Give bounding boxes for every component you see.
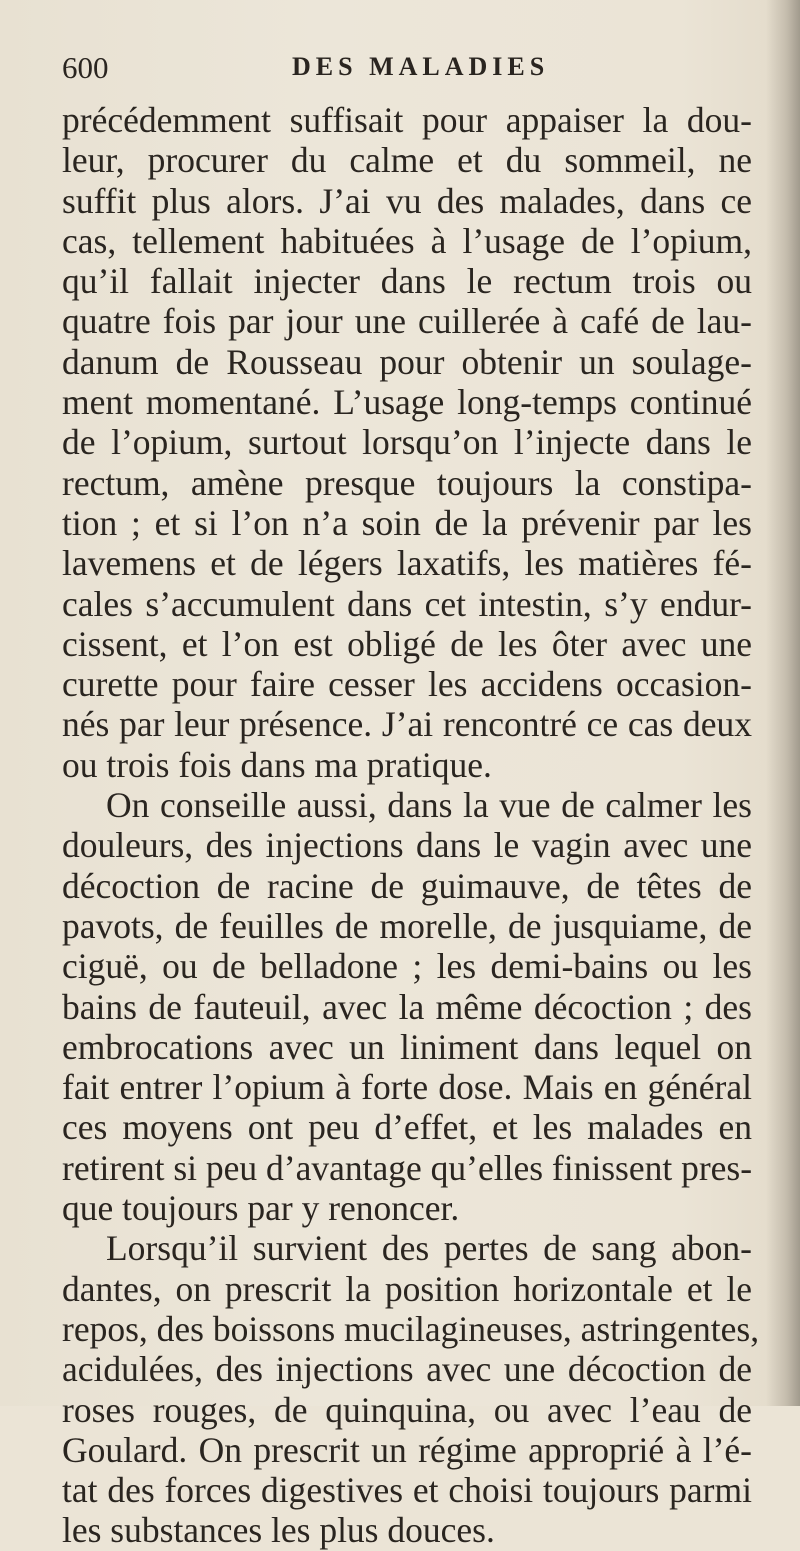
- text-line-last: les substances les plus douces.: [62, 1510, 495, 1551]
- text-line: quatre fois par jour une cuillerée à café de lau-: [62, 301, 752, 342]
- running-head: [62, 50, 752, 90]
- text-line: embrocations avec un liniment dans lequel on: [62, 1026, 752, 1067]
- text-line: fait entrer l’opium à forte dose. Mais en général: [62, 1067, 752, 1108]
- text-line: qu’il fallait injecter dans le rectum trois ou: [62, 261, 752, 302]
- text-line: douleurs, des injections dans le vagin avec une: [62, 825, 752, 866]
- body-text: [62, 100, 760, 1551]
- text-line: bains de fauteuil, avec la même décoction ; des: [62, 986, 752, 1027]
- text-line-indented: Lorsqu’il survient des pertes de sang abon-: [106, 1228, 752, 1269]
- text-line-last: ou trois fois dans ma pratique.: [62, 744, 492, 785]
- text-line: tat des forces digestives et choisi toujours parmi: [62, 1470, 752, 1511]
- text-line: précédemment suffisait pour appaiser la dou-: [62, 100, 752, 140]
- text-line: curette pour faire cesser les accidens occasion-: [62, 664, 752, 705]
- text-line: tion ; et si l’on n’a soin de la prévenir par les: [62, 502, 752, 543]
- text-line: pavots, de feuilles de morelle, de jusquiame, de: [62, 905, 752, 946]
- text-line: lavemens et de légers laxatifs, les matières fé-: [62, 543, 752, 584]
- text-line: dantes, on prescrit la position horizontale et le: [62, 1268, 752, 1309]
- text-line: suffit plus alors. J’ai vu des malades, dans ce: [62, 180, 752, 221]
- text-line: ciguë, ou de belladone ; les demi-bains ou les: [62, 946, 752, 987]
- text-line: acidulées, des injections avec une décoction de: [62, 1349, 752, 1390]
- text-line: ment momentané. L’usage long-temps continué: [62, 382, 752, 423]
- text-line: rectum, amène presque toujours la constipa-: [62, 462, 752, 503]
- text-line: de l’opium, surtout lorsqu’on l’injecte dans le: [62, 422, 752, 463]
- running-title: DES MALADIES: [292, 52, 550, 81]
- text-line: Goulard. On prescrit un régime approprié à l’é-: [62, 1429, 752, 1470]
- text-line-indented: On conseille aussi, dans la vue de calmer les: [106, 785, 752, 826]
- text-line-last: que toujours par y renoncer.: [62, 1188, 460, 1229]
- page-edge-shadow: [766, 0, 800, 1406]
- text-line: ces moyens ont peu d’effet, et les malades en: [62, 1107, 752, 1148]
- text-line: nés par leur présence. J’ai rencontré ce cas deux: [62, 704, 752, 745]
- text-line: danum de Rousseau pour obtenir un soulage-: [62, 341, 752, 382]
- text-line: décoction de racine de guimauve, de têtes de: [62, 865, 752, 906]
- page-number: 600: [62, 50, 109, 85]
- text-line: roses rouges, de quinquina, ou avec l’eau de: [62, 1389, 752, 1430]
- text-line: cissent, et l’on est obligé de les ôter avec une: [62, 623, 752, 664]
- text-line: cas, tellement habituées à l’usage de l’opium,: [62, 220, 752, 261]
- text-line: retirent si peu d’avantage qu’elles finissent pres-: [62, 1147, 753, 1188]
- text-line: cales s’accumulent dans cet intestin, s’y endur-: [62, 583, 752, 624]
- text-line: repos, des boissons mucilagineuses, astringentes,: [62, 1308, 760, 1349]
- text-line: leur, procurer du calme et du sommeil, ne: [62, 140, 752, 181]
